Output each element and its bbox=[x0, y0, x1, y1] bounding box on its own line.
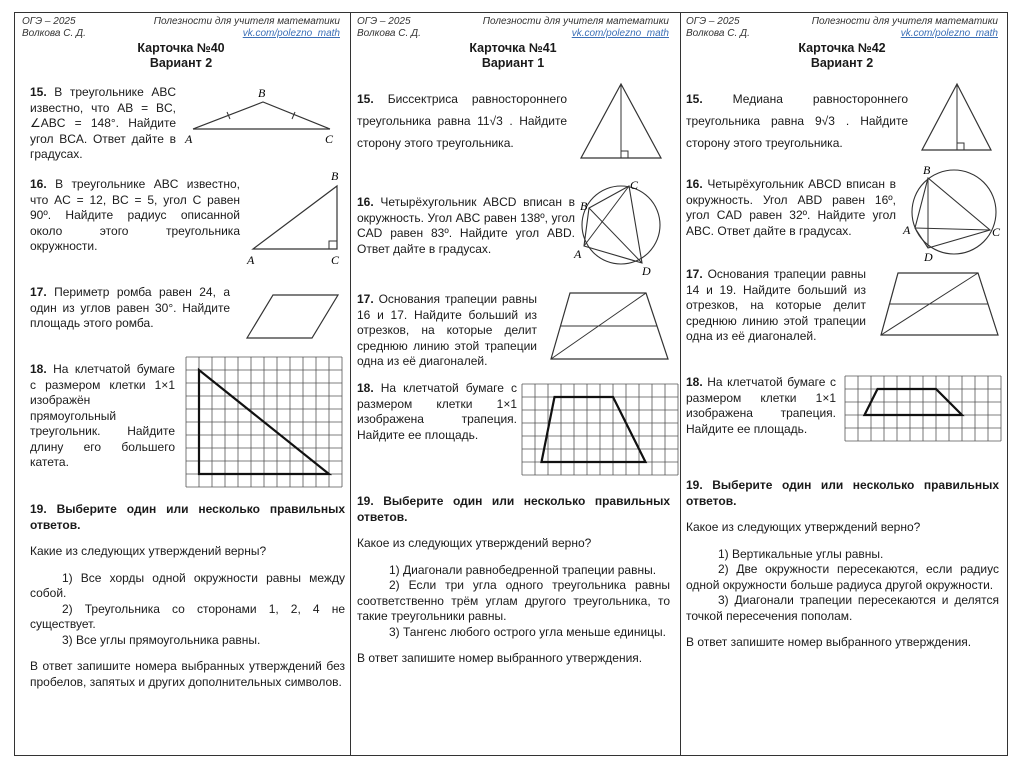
problem-18: 18. На клетчатой бумаге с размером клетки 1×1 изображён прямоугольный треугольник. Найдите длину его большего катета. bbox=[30, 362, 175, 469]
svg-text:B: B bbox=[258, 86, 266, 100]
answer-option: 2) Если три угла одного треугольника равны соответственно трём углам другого треугольника, то такие треугольники равны. bbox=[357, 578, 670, 623]
problem-19 bbox=[30, 502, 345, 690]
card-variant: Вариант 2 bbox=[810, 56, 874, 70]
trapezoid-midline-figure bbox=[878, 270, 1003, 338]
equilateral-triangle-median-figure bbox=[920, 82, 1000, 154]
header-link[interactable]: vk.com/polezno_math bbox=[571, 28, 669, 39]
trapezoid-midline-figure bbox=[548, 290, 673, 362]
answer-option: 2) Треугольника со сторонами 1, 2, 4 не существует. bbox=[30, 601, 345, 631]
answer-instructions: В ответ запишите номера выбранных утверждений без пробелов, запятых и других дополнительных символов. bbox=[30, 659, 345, 689]
card-header bbox=[22, 16, 340, 40]
svg-text:C: C bbox=[325, 132, 334, 146]
card-header bbox=[357, 16, 669, 40]
svg-text:C: C bbox=[630, 178, 639, 192]
column-divider bbox=[350, 12, 351, 756]
answer-option: 3) Диагонали трапеции пересекаются и делятся точкой пересечения пополам. bbox=[686, 593, 999, 623]
header-author: Волкова С. Д. bbox=[357, 28, 421, 39]
answer-instructions: В ответ запишите номер выбранного утверждения. bbox=[357, 651, 643, 665]
right-triangle-figure bbox=[245, 168, 350, 268]
svg-text:B: B bbox=[923, 163, 931, 177]
header-exam: ОГЭ – 2025 bbox=[357, 16, 411, 27]
header-author: Волкова С. Д. bbox=[686, 28, 750, 39]
svg-text:A: A bbox=[247, 253, 255, 267]
answer-option: 1) Все хорды одной окружности равны между собой. bbox=[30, 570, 345, 600]
problem-19-heading: 19. Выберите один или несколько правильных ответов. bbox=[30, 502, 345, 532]
problem-17: 17. Основания трапеции равны 16 и 17. Найдите больший из отрезков, на которые делит среднюю линию этой трапеции одна из её диагоналей. bbox=[357, 292, 537, 368]
problem-19 bbox=[357, 494, 670, 667]
header-subtitle: Полезности для учителя математики bbox=[153, 16, 340, 27]
svg-text:B: B bbox=[331, 169, 339, 183]
problem-19-question: Какое из следующих утверждений верно? bbox=[686, 520, 921, 534]
card-number: Карточка №42 bbox=[798, 41, 886, 55]
svg-text:A: A bbox=[574, 247, 582, 261]
problem-17: 17. Основания трапеции равны 14 и 19. Найдите больший из отрезков, на которые делит среднюю линию этой трапеции одна из её диагоналей. bbox=[686, 267, 866, 343]
problem-16: 16. Четырёхугольник ABCD вписан в окружность. Угол ABD равен 16º, угол CAD равен 32º. Найдите угол ABC. Ответ дайте в градусах. bbox=[686, 177, 896, 238]
problem-19-question: Какие из следующих утверждений верны? bbox=[30, 544, 267, 558]
header-exam: ОГЭ – 2025 bbox=[686, 16, 740, 27]
header-exam: ОГЭ – 2025 bbox=[22, 16, 76, 27]
grid-trapezoid-figure bbox=[845, 376, 1001, 442]
svg-text:A: A bbox=[903, 223, 911, 237]
answer-option: 1) Вертикальные углы равны. bbox=[718, 546, 884, 561]
header-subtitle: Полезности для учителя математики bbox=[811, 16, 998, 27]
card-title bbox=[686, 41, 998, 71]
header-link[interactable]: vk.com/polezno_math bbox=[242, 28, 340, 39]
header-subtitle: Полезности для учителя математики bbox=[482, 16, 669, 27]
problem-17: 17. Периметр ромба равен 24, а один из углов равен 30°. Найдите площадь этого ромба. bbox=[30, 285, 230, 330]
answer-instructions: В ответ запишите номер выбранного утверждения. bbox=[686, 635, 972, 649]
card-variant: Вариант 1 bbox=[481, 56, 545, 70]
header-author: Волкова С. Д. bbox=[22, 28, 86, 39]
equilateral-triangle-bisector-figure bbox=[578, 82, 668, 162]
grid-trapezoid-figure bbox=[522, 384, 678, 475]
inscribed-quadrilateral-figure bbox=[903, 162, 1003, 264]
card-number: Карточка №41 bbox=[469, 41, 557, 55]
isosceles-triangle-figure bbox=[185, 85, 345, 150]
header-link[interactable]: vk.com/polezno_math bbox=[900, 28, 998, 39]
rhombus-figure bbox=[245, 292, 345, 342]
column-divider bbox=[680, 12, 681, 756]
problem-18: 18. На клетчатой бумаге с размером клетки 1×1 изображена трапеция. Найдите ее площадь. bbox=[686, 375, 836, 436]
answer-option: 3) Тангенс любого острого угла меньше единицы. bbox=[389, 624, 666, 639]
problem-19-heading: 19. Выберите один или несколько правильных ответов. bbox=[686, 478, 999, 508]
answer-option: 1) Диагонали равнобедренной трапеции равны. bbox=[389, 562, 657, 577]
answer-option: 3) Все углы прямоугольника равны. bbox=[62, 632, 261, 647]
svg-text:D: D bbox=[924, 250, 933, 264]
problem-19-heading: 19. Выберите один или несколько правильных ответов. bbox=[357, 494, 670, 524]
card-variant: Вариант 2 bbox=[149, 56, 213, 70]
problem-16: 16. Четырёхугольник ABCD вписан в окружность. Угол ABC равен 138º, угол CAD равен 83º. Найдите угол ABD. Ответ дайте в градусах. bbox=[357, 195, 575, 256]
svg-text:A: A bbox=[185, 132, 193, 146]
problem-18: 18. На клетчатой бумаге с размером клетки 1×1 изображена трапеция. Найдите ее площадь. bbox=[357, 381, 517, 442]
problem-15: 15. Биссектриса равностороннего треугольника равна 11√3 . Найдите сторону этого треугольника. bbox=[357, 92, 567, 150]
svg-text:D: D bbox=[642, 264, 651, 278]
problem-15: 15. В треугольнике ABC известно, что AB = BC, ∠ABC = 148°. Найдите угол BCA. Ответ дайте в градусах. bbox=[30, 85, 176, 161]
problem-16: 16. В треугольнике ABC известно, что AC = 12, BC = 5, угол C равен 90º. Найдите радиус описанной около этого треугольника окружности. bbox=[30, 177, 240, 253]
inscribed-quadrilateral-figure bbox=[574, 178, 670, 280]
card-title bbox=[357, 41, 669, 71]
problem-15: 15. Медиана равностороннего треугольника равна 9√3 . Найдите сторону этого треугольника. bbox=[686, 92, 908, 150]
svg-text:C: C bbox=[331, 253, 340, 267]
problem-19 bbox=[686, 478, 999, 651]
svg-text:B: B bbox=[580, 199, 588, 213]
problem-19-question: Какое из следующих утверждений верно? bbox=[357, 536, 592, 550]
card-number: Карточка №40 bbox=[137, 41, 225, 55]
figure-shape bbox=[542, 397, 646, 462]
svg-text:C: C bbox=[992, 225, 1001, 239]
grid-right-triangle-figure bbox=[186, 357, 346, 487]
answer-option: 2) Две окружности пересекаются, если радиус одной окружности больше радиуса другой окружности. bbox=[686, 562, 999, 592]
card-header bbox=[686, 16, 998, 40]
card-title bbox=[22, 41, 340, 71]
